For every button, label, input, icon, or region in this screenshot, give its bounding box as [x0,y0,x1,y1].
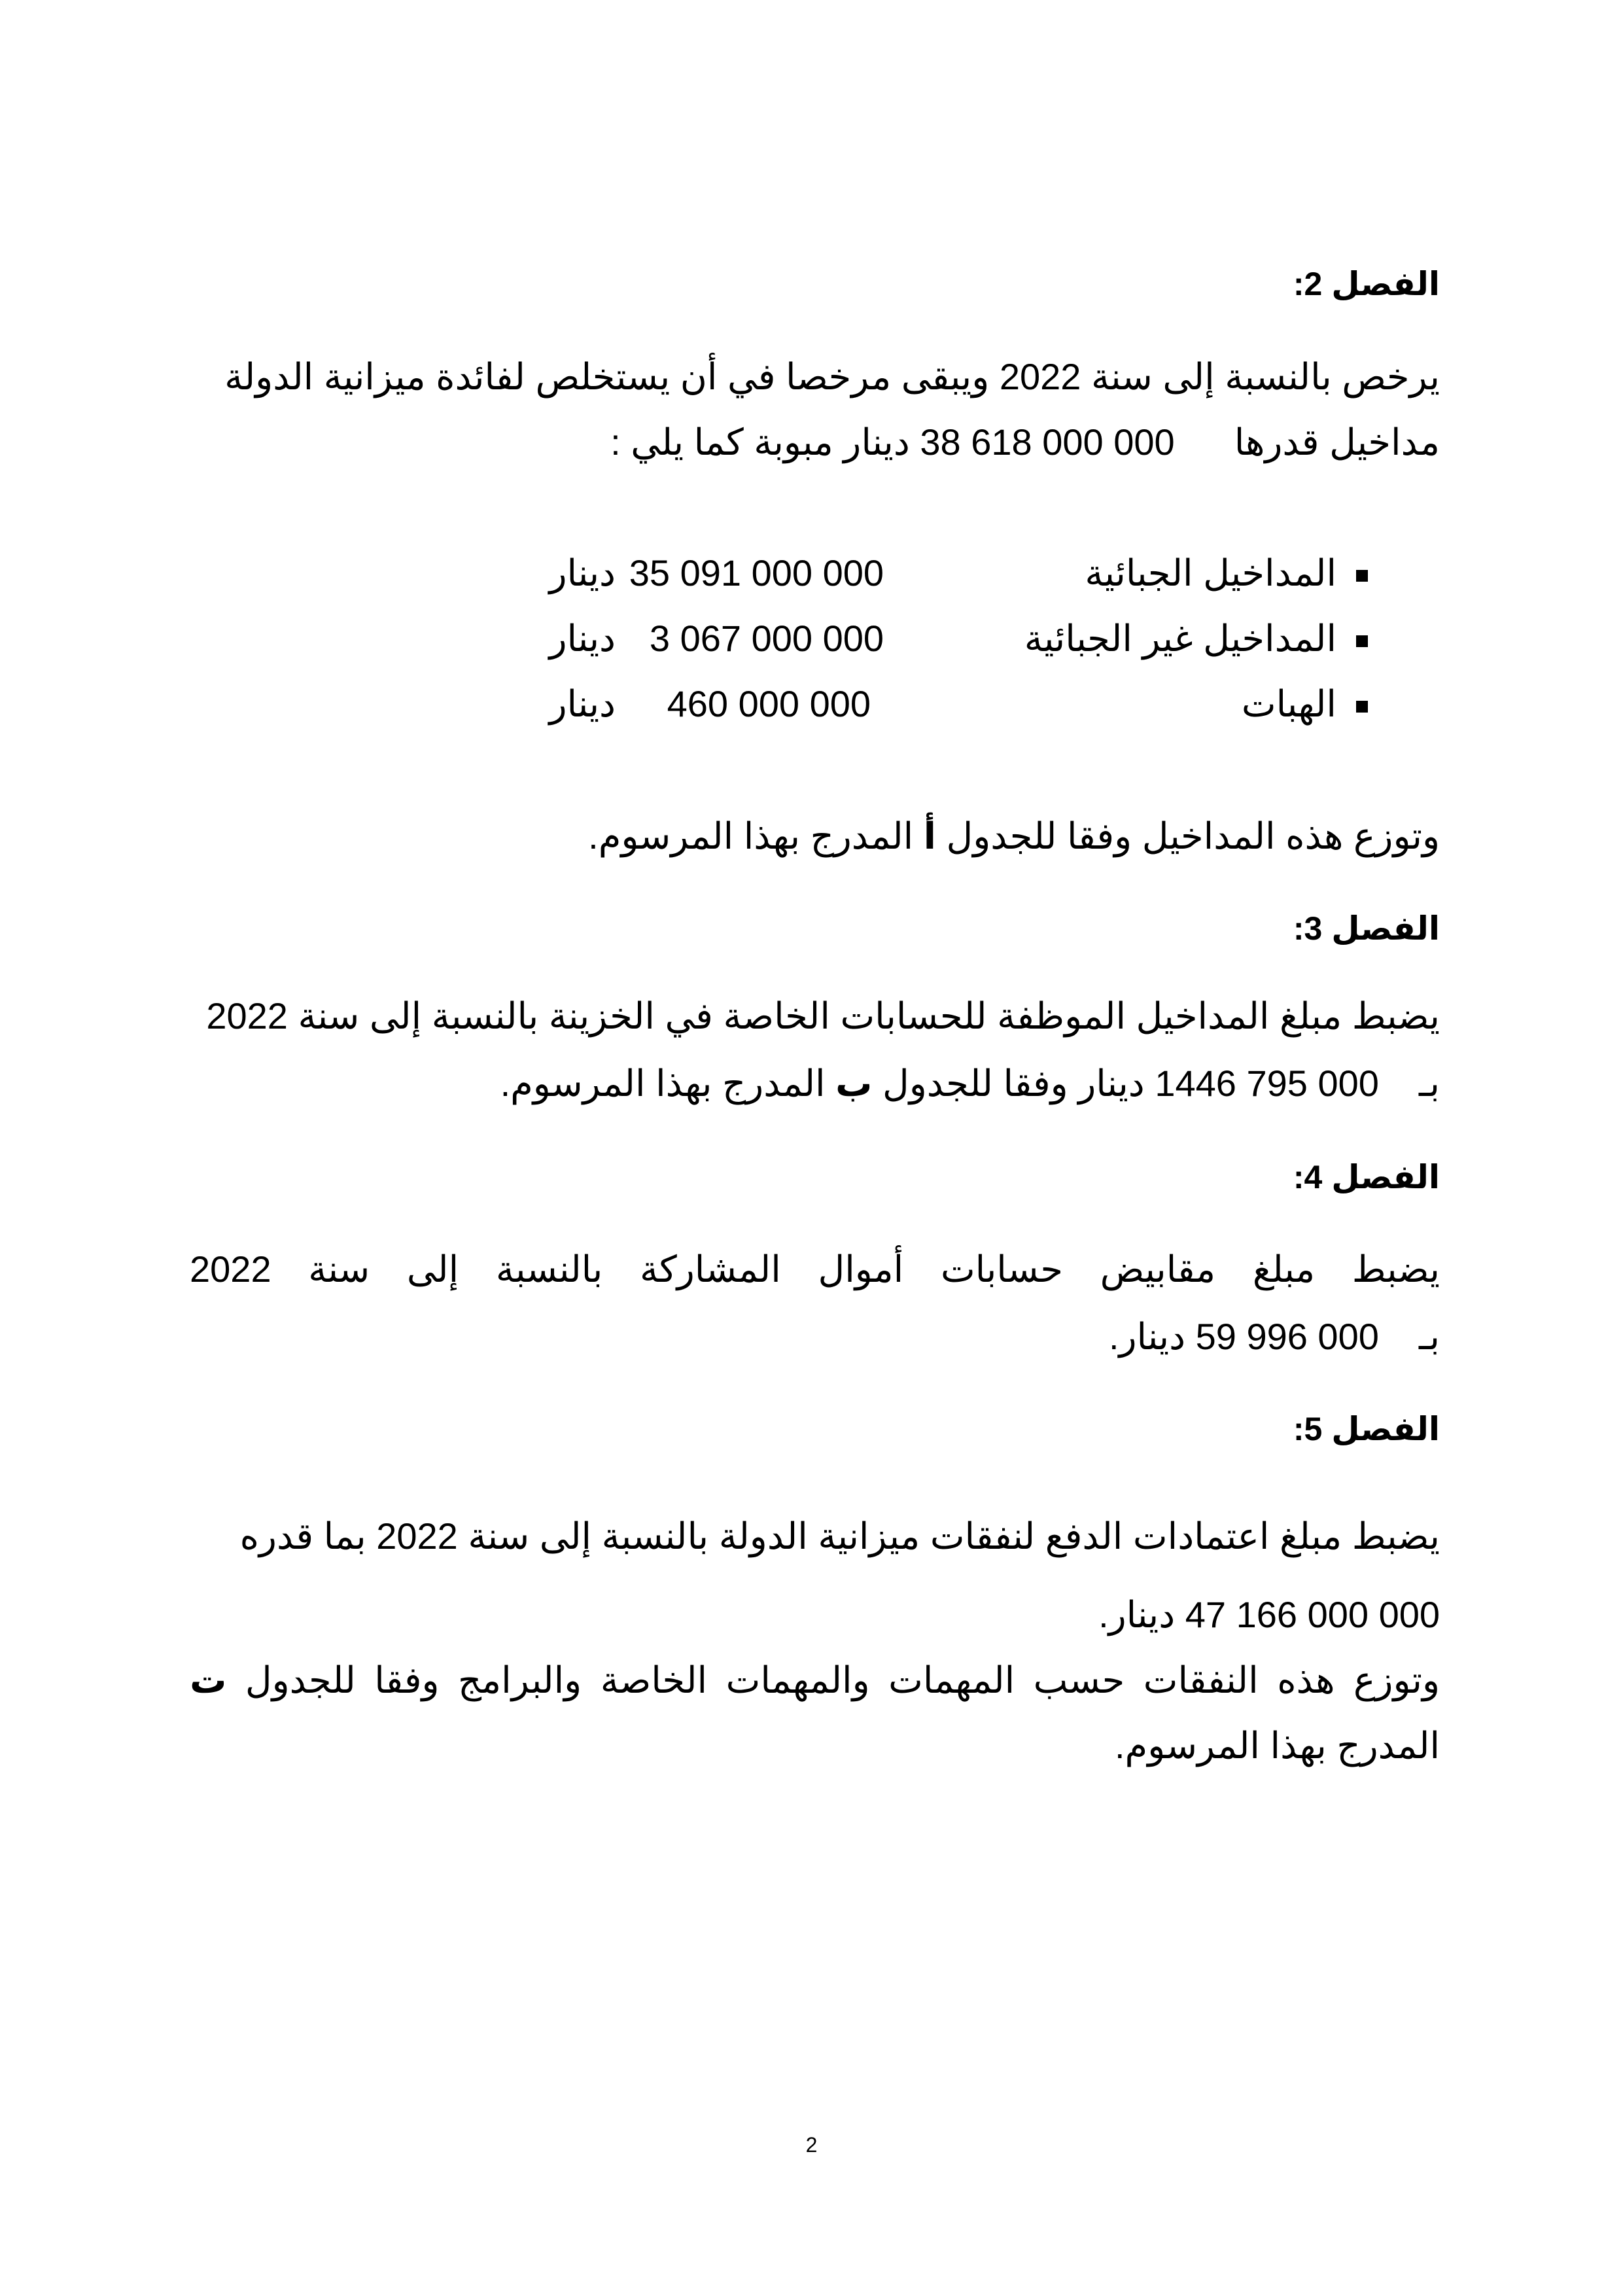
revenue-unit: دينار [549,552,616,593]
article-5-word: حسب [1033,1659,1125,1701]
article-2-table-ref: أ [923,815,936,857]
article-4-word: مقابيض [1100,1248,1216,1290]
article-4-word: سنة [308,1248,370,1290]
article-2-line-1-text: يرخص بالنسبة إلى سنة 2022 ويبقى مرخصا في أن يستخلص لفائدة ميزانية الدولة [224,356,1440,397]
article-5-word: هذه [1277,1659,1335,1701]
article-3-line-2-suffix: المدرج بهذا المرسوم. [500,1063,826,1104]
article-4-word: يضبط [1352,1248,1440,1290]
revenue-amount: 3 067 000 000 [649,618,884,659]
list-item [288,552,1368,597]
revenue-amount: 460 000 000 [667,683,871,724]
article-5-line-3 [190,1659,1440,1701]
article-3-line-1-text: يضبط مبلغ المداخيل الموظفة للحسابات الخاصة في الخزينة بالنسبة إلى سنة 2022 [206,995,1440,1036]
article-5-line-4-text: المدرج بهذا المرسوم. [1114,1725,1440,1766]
article-4-line-2-prefix: بـ [1419,1316,1440,1357]
article-2-distribution-suffix: المدرج بهذا المرسوم. [588,815,914,857]
article-4-line-2 [190,1318,1440,1355]
revenue-label: المداخيل غير الجبائية [1024,618,1336,659]
article-4-year: 2022 [190,1248,271,1290]
article-5-word: النفقات [1143,1659,1259,1701]
article-5-word: والبرامج [458,1659,582,1701]
article-5-word: المهمات [888,1659,1015,1701]
article-2-line-2-prefix: مداخيل قدرها [1234,421,1440,463]
article-2-line-2 [190,421,1440,463]
article-2-line-1 [190,356,1440,397]
article-3-amount: 1446 795 000 [1155,1063,1379,1104]
article-5-word: للجدول [245,1659,356,1701]
article-4-amount: 59 996 000 [1195,1316,1379,1357]
article-3-heading: الفصل 3: [1293,910,1440,947]
article-5-line-2-suffix: دينار. [1098,1594,1176,1635]
article-4-word: المشاركة [640,1248,781,1290]
article-3-line-2-prefix: بـ [1419,1063,1440,1104]
article-2-heading: الفصل 2: [1293,266,1440,302]
article-5-line-4 [190,1727,1440,1764]
square-bullet-icon [1356,570,1368,582]
list-item [288,617,1368,663]
article-2-total-amount: 38 618 000 000 [920,421,1175,463]
article-3-line-1 [190,995,1440,1036]
article-4-word: مبلغ [1252,1248,1316,1290]
article-2-line-2-suffix: دينار مبوبة كما يلي : [610,421,910,463]
article-5-word: وتوزع [1353,1659,1440,1701]
article-5-word: وفقا [374,1659,440,1701]
article-4-word: أموال [818,1248,904,1290]
revenue-unit: دينار [549,618,616,659]
revenue-label: الهبات [1241,683,1336,724]
article-5-line-1-text: يضبط مبلغ اعتمادات الدفع لنفقات ميزانية الدولة بالنسبة إلى سنة 2022 بما قدره [239,1515,1440,1557]
square-bullet-icon [1356,635,1368,647]
article-4-word: حسابات [940,1248,1063,1290]
article-2-distribution-prefix: وتوزع هذه المداخيل وفقا للجدول [946,815,1440,857]
article-3-table-ref: ب [835,1063,873,1104]
article-5-heading: الفصل 5: [1293,1411,1440,1447]
article-5-amount: 47 166 000 000 [1185,1594,1440,1635]
square-bullet-icon [1356,701,1368,713]
article-4-word: بالنسبة [495,1248,603,1290]
revenue-amount: 35 091 000 000 [629,552,884,593]
article-4-heading: الفصل 4: [1293,1159,1440,1195]
article-3-line-2-middle: دينار وفقا للجدول [882,1063,1145,1104]
article-4-word: إلى [406,1248,459,1290]
article-5-table-ref: ت [190,1659,227,1701]
article-5-line-2 [190,1594,1440,1635]
article-2-distribution [190,815,1440,857]
page-number: 2 [805,2133,818,2157]
revenue-label: المداخيل الجبائية [1085,552,1336,593]
article-4-line-2-suffix: دينار. [1108,1316,1186,1357]
list-item [288,682,1368,728]
revenue-unit: دينار [549,683,616,724]
article-5-word: والمهمات [725,1659,870,1701]
article-4-line-1 [190,1248,1440,1290]
article-3-line-2 [190,1065,1440,1102]
article-5-line-1 [190,1515,1440,1557]
article-5-word: الخاصة [600,1659,708,1701]
